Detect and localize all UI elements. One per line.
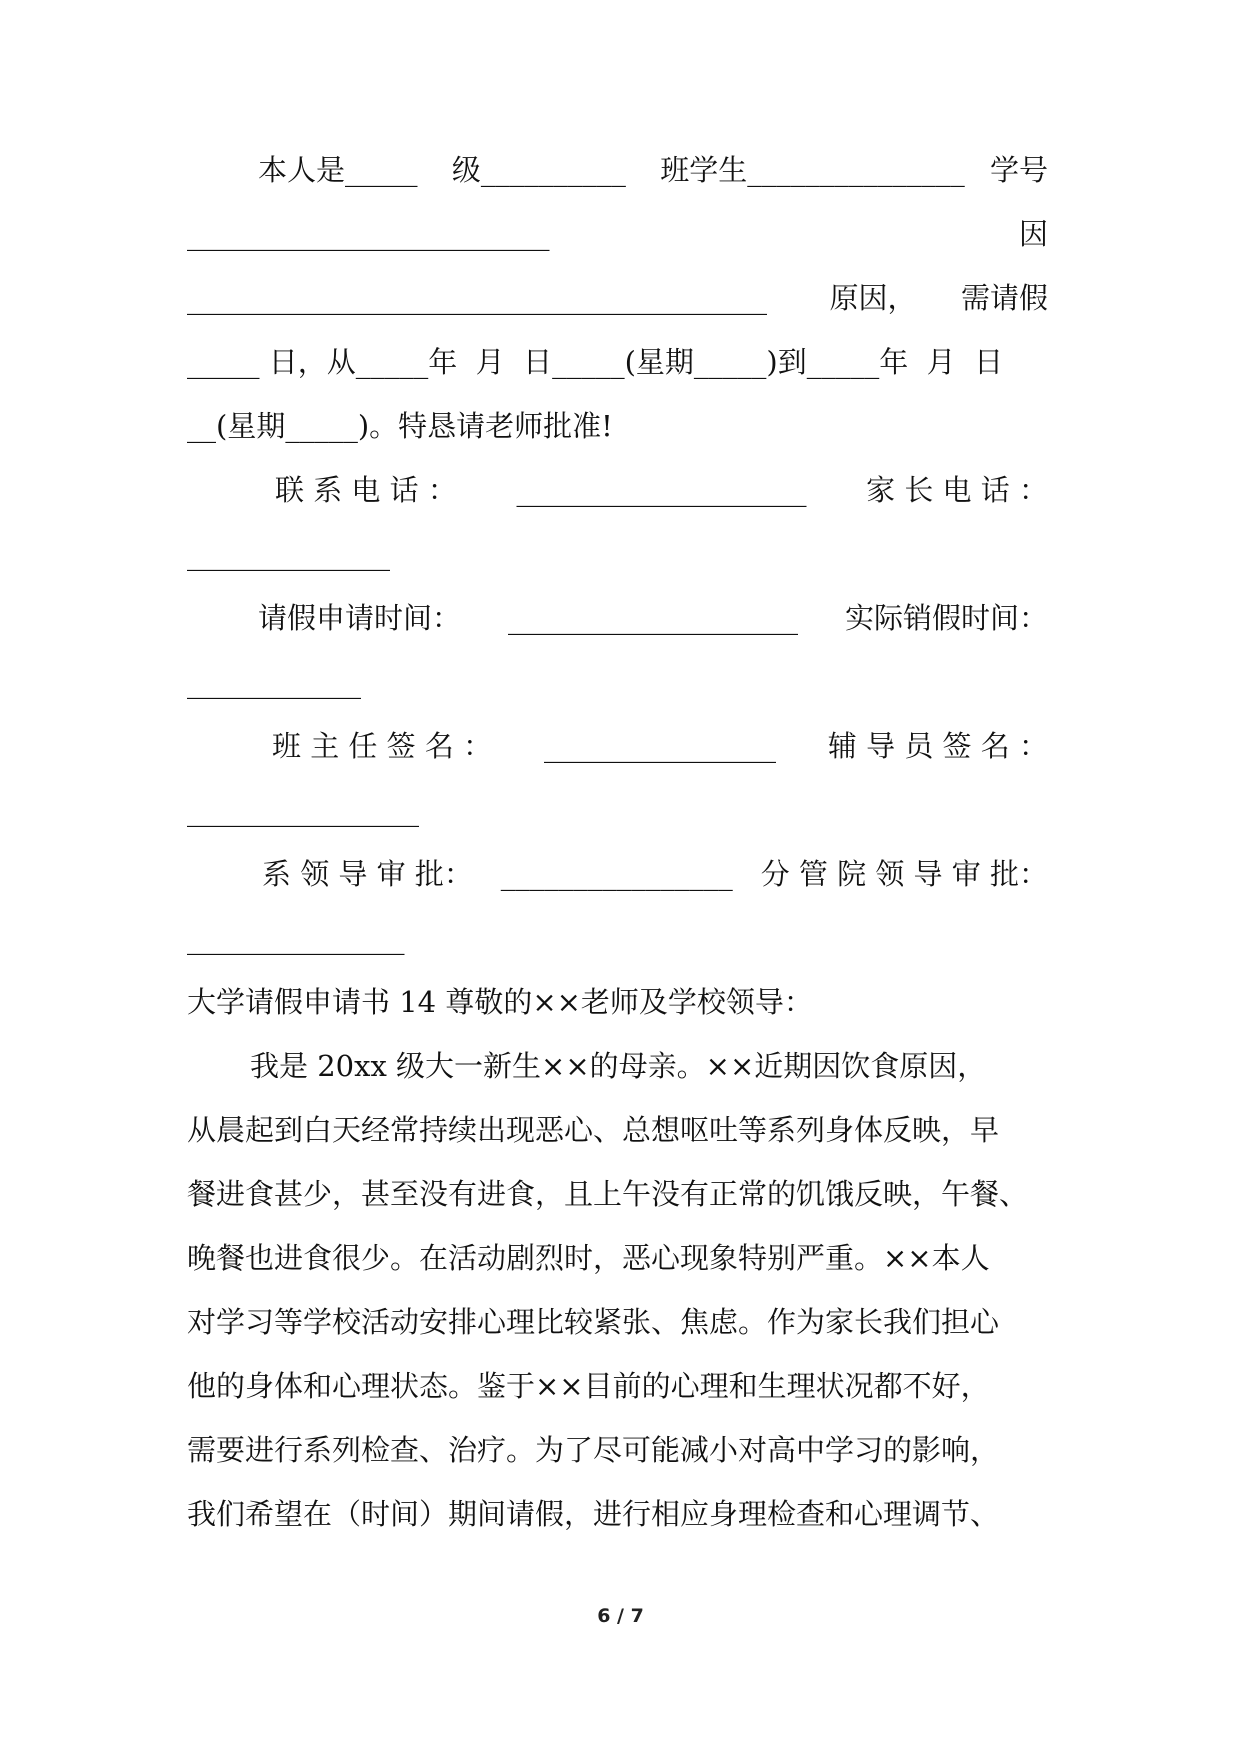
form-text-xuehao: 学号 xyxy=(989,153,1048,187)
letter-paragraph-line: 我是 20xx 级大一新生××的母亲。××近期因饮食原因， xyxy=(250,1049,987,1083)
form-line-leave-times xyxy=(258,598,1048,638)
form-blank-college-approval: _______________ xyxy=(187,921,405,955)
form-blank-contact-phone: ____________________ xyxy=(516,473,807,507)
form-text-banxuesheng: 班学生_______________ xyxy=(660,153,965,187)
form-text-yuanyin: 原因， xyxy=(829,281,917,315)
form-line-approvals xyxy=(262,854,1048,894)
form-blank-department-approval: ________________ xyxy=(500,857,733,891)
form-text-ji: 级__________ xyxy=(451,153,636,187)
form-label-apply-time: 请假申请时间： xyxy=(258,601,462,635)
form-text-benrenshi: 本人是_____ xyxy=(258,153,427,187)
letter-paragraph-line: 他的身体和心理状态。鉴于××目前的心理和生理状况都不好， xyxy=(187,1369,990,1403)
form-blank-head-teacher-signature: ________________ xyxy=(544,729,776,763)
form-line-signatures xyxy=(272,726,1048,766)
form-blank-reason: ________________________________________ xyxy=(187,281,767,315)
form-blank-counselor-signature: ________________ xyxy=(187,793,419,827)
page-number: 6 / 7 xyxy=(597,1605,644,1627)
letter-heading: 大学请假申请书 14 尊敬的××老师及学校领导： xyxy=(187,985,813,1019)
letter-paragraph-line: 从晨起到白天经常持续出现恶心、总想呕吐等系列身体反映，早 xyxy=(187,1113,1000,1147)
form-blank-return-time: ____________ xyxy=(187,665,361,699)
form-line-student-id xyxy=(187,214,1048,254)
form-line-weekday-request: __(星期_____)。特恳请老师批准! xyxy=(187,409,613,443)
form-line-dates: _____ 日，从_____年 月 日_____(星期_____)到_____年 月 日 xyxy=(187,345,1004,379)
form-line-reason xyxy=(187,278,1048,318)
form-blank-student-id: _________________________ xyxy=(187,217,550,251)
letter-paragraph-line: 晚餐也进食很少。在活动剧烈时，恶心现象特别严重。××本人 xyxy=(187,1241,990,1275)
form-label-college-approval: 分 管 院 领 导 审 批： xyxy=(760,857,1048,891)
form-label-counselor-signature: 辅 导 员 签 名 ： xyxy=(827,729,1048,763)
letter-paragraph-line: 我们希望在（时间）期间请假，进行相应身理检查和心理调节、 xyxy=(187,1497,1000,1531)
letter-paragraph-line: 需要进行系列检查、治疗。为了尽可能减小对高中学习的影响， xyxy=(187,1433,1000,1467)
form-label-head-teacher-signature: 班 主 任 签 名 ： xyxy=(272,729,493,763)
letter-paragraph-line: 对学习等学校活动安排心理比较紧张、焦虑。作为家长我们担心 xyxy=(187,1305,1000,1339)
form-label-return-time: 实际销假时间： xyxy=(844,601,1048,635)
letter-paragraph-line: 餐进食甚少，甚至没有进食，且上午没有正常的饥饿反映，午餐、 xyxy=(187,1177,1029,1211)
form-blank-parent-phone: ______________ xyxy=(187,537,390,571)
form-line-class-student xyxy=(258,150,1048,190)
form-label-contact-phone: 联 系 电 话 ： xyxy=(275,473,457,507)
form-label-parent-phone: 家 长 电 话 ： xyxy=(866,473,1048,507)
form-label-department-approval: 系 领 导 审 批： xyxy=(262,857,473,891)
form-line-phones xyxy=(275,470,1048,510)
form-blank-apply-time: ____________________ xyxy=(508,601,798,635)
form-text-yin: 因 xyxy=(1018,217,1048,251)
form-text-xuqingjia: 需请假 xyxy=(960,281,1048,315)
